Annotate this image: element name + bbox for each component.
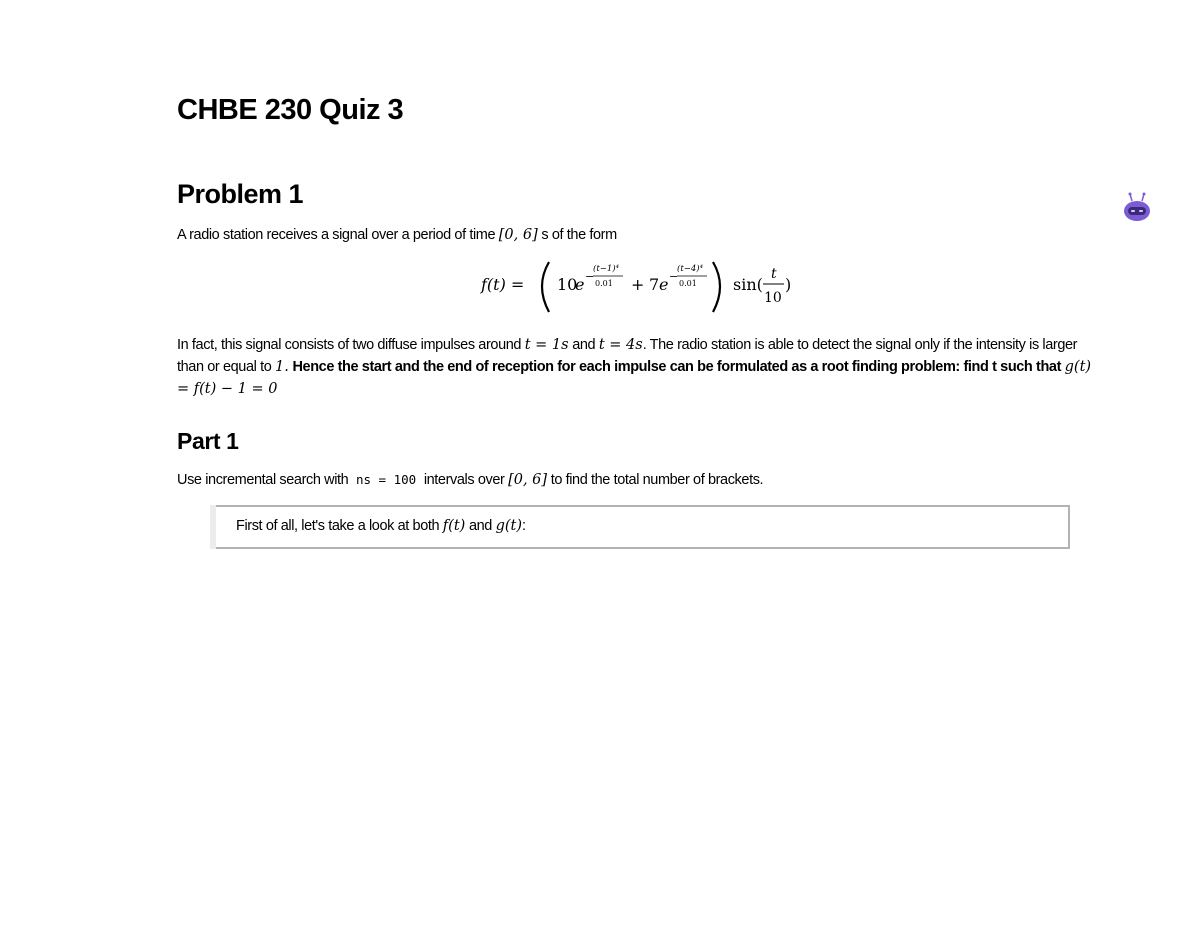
page-title: CHBE 230 Quiz 3	[177, 94, 404, 126]
eq-minus1: −	[585, 270, 595, 283]
fact-text-2: and	[568, 337, 599, 353]
problem-heading: Problem 1	[177, 179, 304, 209]
assistant-bot-icon[interactable]	[1121, 192, 1153, 224]
eq-sin: sin(	[733, 275, 763, 294]
eq-coef1: 10	[557, 275, 578, 294]
equation-svg	[479, 256, 809, 322]
fact-paragraph	[177, 334, 1107, 400]
fact-text-3: . The radio station is able to detect the signal only if the intensity is larger than or equal to	[177, 337, 1078, 375]
eq-frac-den: 10	[764, 290, 782, 306]
part-paragraph	[177, 469, 1107, 491]
fact-math-2: t = 4s	[598, 337, 643, 353]
fact-math-1: t = 1s	[524, 337, 569, 353]
part-interval-math: [0, 6]	[508, 472, 548, 488]
fact-math-4: g(t) = f(t) − 1 = 0	[177, 359, 1092, 397]
eq-frac-num: t	[771, 266, 777, 282]
fact-text-4: Hence the start and the end of reception for each impulse can be formulated as a root finding problem: find t such that	[288, 359, 1065, 375]
ns-code: ns = 100	[355, 472, 417, 487]
fact-text-1: In fact, this signal consists of two diffuse impulses around	[177, 337, 525, 353]
cell-text-3: :	[522, 518, 526, 534]
signal-equation	[177, 256, 1107, 322]
markdown-cell[interactable]	[210, 505, 1070, 549]
part-text-2: intervals over	[420, 472, 509, 488]
eq-base2: e	[659, 275, 669, 294]
eq-base1: e	[575, 275, 585, 294]
cell-collapse-bar[interactable]	[210, 505, 216, 549]
right-paren	[713, 262, 720, 312]
intro-text-after: s of the form	[537, 227, 617, 243]
eq-den2: 0.01	[679, 279, 697, 288]
eq-close: )	[785, 275, 792, 294]
part-text-1: Use incremental search with	[177, 472, 352, 488]
eq-plus: +	[631, 275, 645, 294]
cell-text-2: and	[465, 518, 496, 534]
eq-den1: 0.01	[595, 279, 613, 288]
eq-minus2: −	[669, 270, 679, 283]
intro-text: A radio station receives a signal over a period of time	[177, 227, 499, 243]
interval-math: [0, 6]	[498, 227, 538, 243]
fact-math-3: 1.	[275, 359, 289, 375]
eq-exp1: (t−1)⁴	[593, 264, 619, 274]
intro-paragraph	[177, 224, 1107, 246]
left-paren	[542, 262, 549, 312]
cell-math-g: g(t)	[495, 518, 522, 534]
notebook-page	[177, 94, 1107, 491]
cell-text-1: First of all, let's take a look at both	[236, 518, 443, 534]
cell-text	[236, 518, 526, 534]
eq-coef2: 7	[649, 275, 660, 294]
part-heading: Part 1	[177, 428, 239, 454]
eq-exp2: (t−4)⁴	[677, 264, 703, 274]
cell-math-f: f(t)	[442, 518, 466, 534]
eq-lhs: f(t) =	[481, 275, 525, 294]
part-text-3: to find the total number of brackets.	[547, 472, 764, 488]
